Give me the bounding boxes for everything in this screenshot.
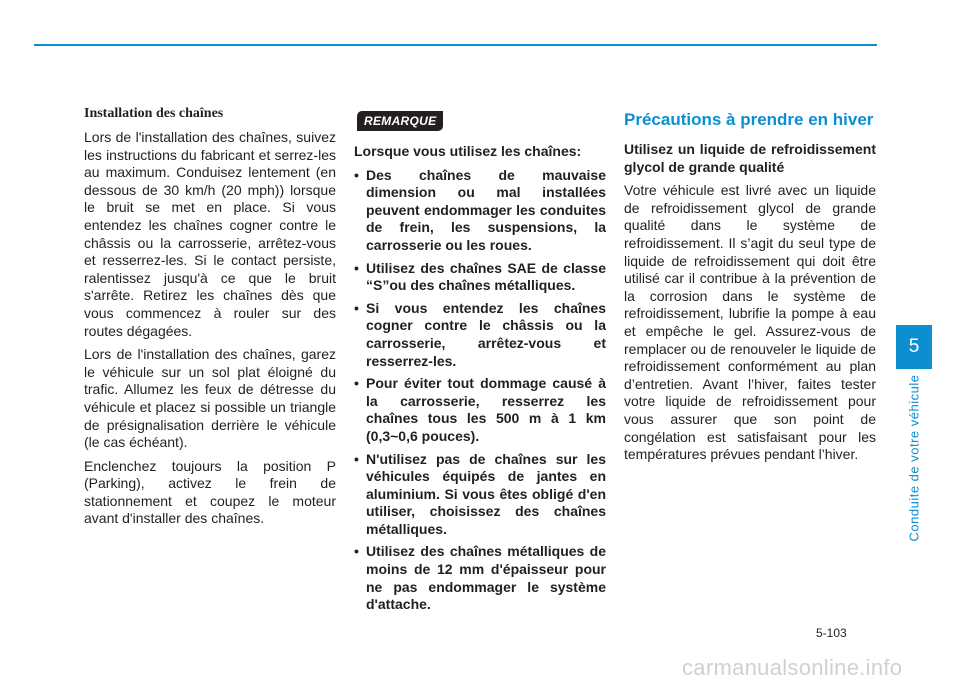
coolant-subheading: Utilisez un liquide de refroidissement glycol de grande qualité bbox=[624, 141, 876, 175]
coolant-paragraph: Votre véhicule est livré avec un liquide de refroidissement glycol de grande qualité dans le système de refroidissement. Il s’agit du seul type de liquide de refroidissement qui doit être utilisé car il contribue à la prévention de la corrosion dans le système de refroidissement, lubrifie la pompe à eau et empêche le gel. Assurez-vous de remplacer ou de renouveler le liquide de refroidissement conformément au plan d’entretien. Avant l’hiver, faites tester votre liquide de refroidissement pour vous assurer que son point de congélation est satisfaisant pour les températures prévues pendant l’hiver. bbox=[624, 182, 876, 463]
paragraph-3: Enclenchez toujours la position P (Parking), activez le frein de stationnement et coupez le moteur avant d'installer des chaînes. bbox=[84, 457, 336, 527]
chapter-title-text: Conduite de votre véhicule bbox=[906, 374, 922, 542]
remarque-list bbox=[354, 167, 606, 614]
chapter-title-vertical bbox=[888, 374, 940, 542]
remarque-intro: Lorsque vous utilisez les chaînes: bbox=[354, 143, 582, 159]
list-item: • Utilisez des chaînes SAE de classe “S”ou des chaînes métalliques. bbox=[354, 260, 606, 295]
list-item: • Utilisez des chaînes métalliques de moins de 12 mm d'épaisseur pour ne pas endommager le système d'attache. bbox=[354, 543, 606, 613]
winter-heading: Précautions à prendre en hiver bbox=[624, 110, 874, 129]
remarque-badge: REMARQUE bbox=[357, 111, 443, 131]
list-item: • N'utilisez pas de chaînes sur les véhicules équipés de jantes en aluminium. Si vous êtes obligé d'en utiliser, choisissez des chaînes métalliques. bbox=[354, 451, 606, 539]
header-rule bbox=[34, 44, 877, 46]
column-remarque bbox=[354, 106, 606, 619]
column-installation bbox=[84, 106, 336, 534]
watermark: carmanualsonline.info bbox=[682, 655, 903, 680]
column-winter bbox=[624, 106, 876, 470]
page-number: 5-103 bbox=[816, 626, 847, 640]
chapter-number-tab: 5 bbox=[896, 325, 932, 369]
list-item: • Pour éviter tout dommage causé à la carrosserie, resserrez les chaînes tous les 500 m à 1 km (0,3~0,6 pouces). bbox=[354, 375, 606, 445]
section-heading: Installation des chaînes bbox=[84, 106, 224, 121]
list-item: • Des chaînes de mauvaise dimension ou mal installées peuvent endommager les conduites de frein, les suspensions, la carrosserie ou les roues. bbox=[354, 167, 606, 255]
paragraph-2: Lors de l'installation des chaînes, garez le véhicule sur un sol plat éloigné du trafic. Allumez les feux de détresse du véhicule et placez si possible un triangle de présignalisation derrière le véhicule (le cas échéant). bbox=[84, 346, 336, 451]
list-item: • Si vous entendez les chaînes cogner contre le châssis ou la carrosserie, arrêtez-vous et resserrez-les. bbox=[354, 300, 606, 370]
paragraph-1: Lors de l'installation des chaînes, suivez les instructions du fabricant et serrez-les au maximum. Conduisez lentement (en dessous de 30 km/h (20 mph)) lorsque le bruit se met en place. Si vous entendez les chaînes cogner contre le châssis ou la carrosserie, arrêtez-vous et resserrez-les. Si le contact persiste, ralentissez jusqu'à ce que le bruit s'arrête. Retirez les chaînes dès que vous commencez à rouler sur des routes dégagées. bbox=[84, 129, 336, 339]
